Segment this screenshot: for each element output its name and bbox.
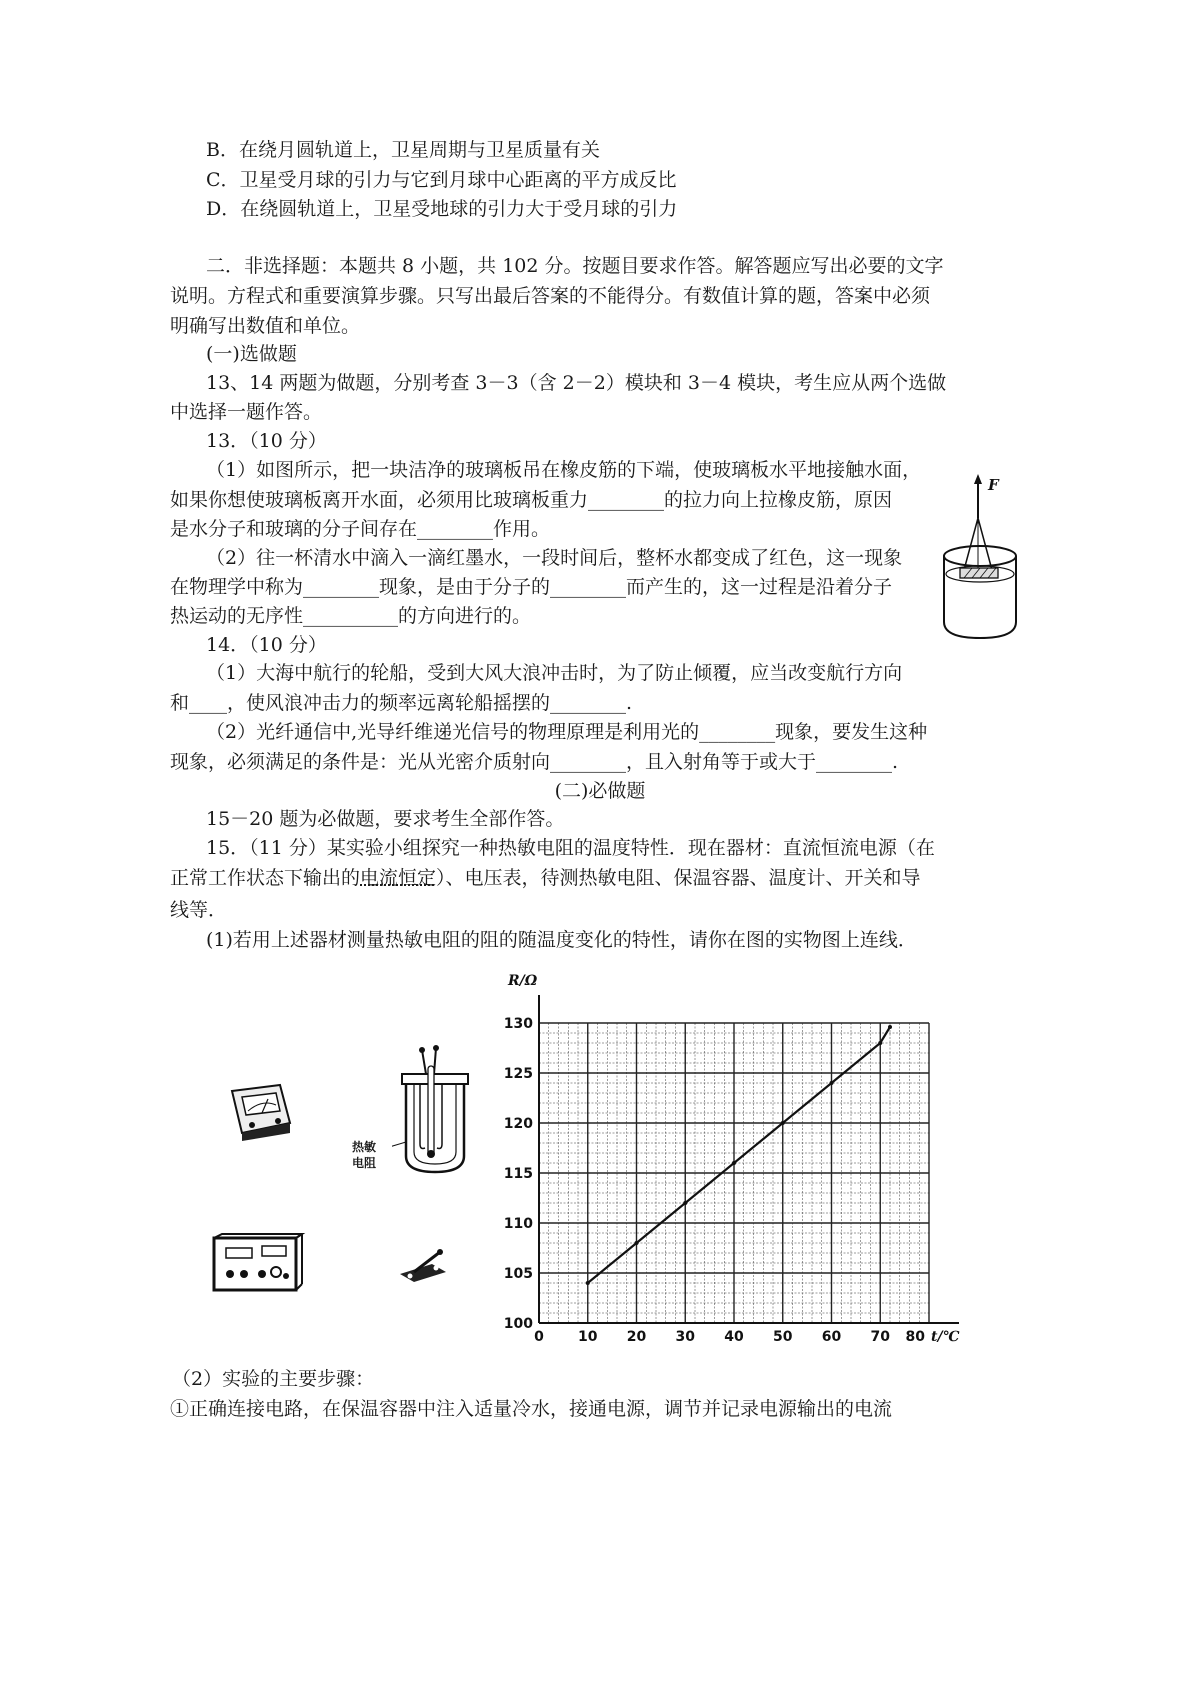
glass-plate-beaker-figure — [938, 470, 1022, 646]
resistance-temperature-chart — [484, 965, 984, 1350]
q14-p2-line2: 现象，必须满足的条件是：光从光密介质射向________，且入射角等于或大于________. — [170, 751, 899, 773]
q13-heading: 13．（10 分） — [206, 430, 327, 452]
q14-heading: 14．（10 分） — [206, 634, 327, 656]
optional-title: (一)选做题 — [206, 343, 297, 365]
thermistor-label-line2: 电阻 — [352, 1156, 377, 1170]
q13-p2-line3: 热运动的无序性__________的方向进行的。 — [170, 605, 532, 627]
data-point — [635, 1241, 639, 1245]
x-tick-label: 50 — [773, 1329, 793, 1345]
data-point — [781, 1121, 785, 1125]
y-tick-label: 125 — [503, 1066, 533, 1082]
section2-intro-line3: 明确写出数值和单位。 — [170, 315, 361, 337]
switch-icon — [396, 1246, 452, 1286]
data-point — [878, 1041, 882, 1045]
q14-p2-line1: （2）光纤通信中,光导纤维递光信号的物理原理是利用光的________现象，要发生这种 — [206, 721, 928, 743]
q15-line2a: 正常工作状态下输出的 — [170, 867, 361, 889]
data-point — [732, 1161, 736, 1165]
y-tick-labels — [504, 1016, 533, 1332]
power-supply-icon — [210, 1232, 306, 1294]
data-point — [586, 1281, 590, 1285]
y-tick-label: 100 — [503, 1316, 533, 1332]
chart-series — [586, 1025, 892, 1285]
q15-p1: (1)若用上述器材测量热敏电阻的阻的随温度变化的特性，请你在图的实物图上连线． — [206, 929, 917, 951]
option-d: D．在绕圆轨道上，卫星受地球的引力大于受月球的引力 — [206, 198, 678, 220]
q15-p2: （2）实验的主要步骤： — [172, 1368, 375, 1390]
x-tick-label: 0 — [534, 1329, 544, 1345]
y-tick-label: 110 — [503, 1216, 533, 1232]
section2-intro-line1: 二．非选择题：本题共 8 小题，共 102 分。按题目要求作答。解答题应写出必要的文字 — [206, 255, 944, 277]
x-tick-label: 40 — [724, 1329, 744, 1345]
y-tick-label: 105 — [503, 1266, 533, 1282]
x-axis-label: t/℃ — [931, 1329, 960, 1345]
x-tick-label: 80 — [905, 1329, 925, 1345]
q15-line1: 15．（11 分）某实验小组探究一种热敏电阻的温度特性．现在器材：直流恒流电源（在 — [206, 837, 935, 859]
x-tick-label: 30 — [675, 1329, 695, 1345]
q15-line3: 线等． — [170, 899, 228, 921]
q15-line2c: ）、电压表，待测热敏电阻、保温容器、温度计、开关和导 — [436, 867, 921, 889]
q14-p1-line1: （1）大海中航行的轮船，受到大风大浪冲击时，为了防止倾覆，应当改变航行方向 — [206, 662, 903, 684]
thermistor-label-line1: 热敏 — [352, 1140, 377, 1154]
q13-p2-line1: （2）往一杯清水中滴入一滴红墨水，一段时间后，整杯水都变成了红色，这一现象 — [206, 547, 903, 569]
voltmeter-icon — [228, 1083, 294, 1143]
optional-desc-line2: 中选择一题作答。 — [170, 401, 323, 423]
y-tick-label: 115 — [503, 1166, 533, 1182]
series-line — [588, 1027, 890, 1283]
q15-p3: ①正确连接电路，在保温容器中注入适量冷水，接通电源，调节并记录电源输出的电流 — [170, 1398, 893, 1420]
data-point — [888, 1025, 892, 1029]
required-title: (二)必做题 — [554, 780, 646, 802]
y-axis-label: R/Ω — [508, 973, 538, 989]
x-tick-label: 10 — [578, 1329, 598, 1345]
chart-grid — [539, 995, 959, 1323]
q15-emphasis: 电流恒定 — [360, 867, 437, 889]
required-desc: 15－20 题为必做题，要求考生全部作答。 — [206, 808, 565, 830]
optional-desc-line1: 13、14 两题为做题，分别考查 3－3（含 2－2）模块和 3－4 模块，考生应从两个选做 — [206, 372, 947, 394]
force-label: F — [988, 476, 999, 494]
y-tick-label: 120 — [503, 1116, 533, 1132]
q13-p1-line2: 如果你想使玻璃板离开水面，必须用比玻璃板重力________的拉力向上拉橡皮筋，原因 — [170, 489, 893, 511]
data-point — [830, 1081, 834, 1085]
insulated-container-icon — [392, 1044, 482, 1180]
y-tick-label: 130 — [503, 1016, 533, 1032]
option-b: B．在绕月圆轨道上，卫星周期与卫星质量有关 — [206, 139, 600, 161]
q15-line2 — [170, 865, 921, 891]
q14-p1-line2: 和____，使风浪冲击力的频率远离轮船摇摆的________. — [170, 692, 633, 714]
x-tick-labels — [534, 1329, 959, 1345]
q13-p1-line3: 是水分子和玻璃的分子间存在________作用。 — [170, 518, 551, 540]
x-tick-label: 20 — [626, 1329, 647, 1345]
q13-p1-line1: （1）如图所示，把一块洁净的玻璃板吊在橡皮筋的下端，使玻璃板水平地接触水面， — [206, 459, 922, 481]
q13-p2-line2: 在物理学中称为________现象，是由于分子的________而产生的，这一过程是沿着分子 — [170, 576, 893, 598]
data-point — [683, 1201, 687, 1205]
x-tick-label: 60 — [821, 1329, 842, 1345]
section2-intro-line2: 说明。方程式和重要演算步骤。只写出最后答案的不能得分。有数值计算的题，答案中必须 — [170, 285, 931, 307]
option-c: C．卫星受月球的引力与它到月球中心距离的平方成反比 — [206, 169, 677, 191]
x-tick-label: 70 — [870, 1329, 890, 1345]
